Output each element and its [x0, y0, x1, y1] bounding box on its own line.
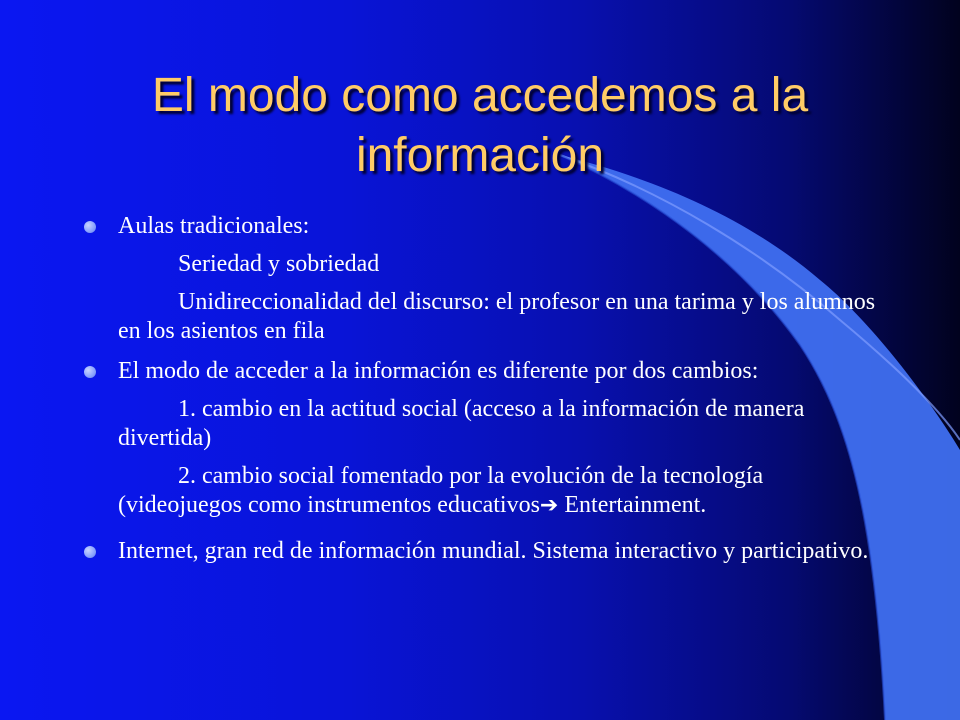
- bullet-text: El modo de acceder a la información es diferente por dos cambios:: [118, 358, 759, 384]
- sub-item-text: Unidireccionalidad del discurso: el profesor en una tarima y los alumnos en los asientos en fila: [118, 289, 876, 344]
- sub-item-unidireccionalidad: [118, 288, 888, 346]
- slide-title: [60, 66, 900, 186]
- right-arrow-icon: ➔: [539, 493, 559, 518]
- bullet-text: Aulas tradicionales:: [118, 213, 310, 239]
- title-line-2: información: [355, 129, 605, 182]
- sub-item-cambio-1: [118, 395, 888, 453]
- bullet-list: [118, 212, 888, 566]
- bullet-text: Internet, gran red de información mundial. Sistema interactivo y participativo.: [118, 538, 869, 564]
- bullet-dot-icon: [84, 221, 96, 233]
- sub-item-text: 1. cambio en la actitud social (acceso a la información de manera divertida): [118, 396, 805, 451]
- title-line-1: El modo como accedemos a la: [151, 69, 809, 122]
- bullet-item-aulas: [118, 212, 888, 241]
- sub-item-cambio-2: [118, 462, 888, 520]
- sub-item-text: Seriedad y sobriedad: [178, 251, 380, 277]
- bullet-item-internet: [118, 537, 888, 566]
- bullet-dot-icon: [84, 366, 96, 378]
- bullet-dot-icon: [84, 546, 96, 558]
- sub-item-text-cont: Entertainment.: [564, 492, 707, 518]
- sub-item-seriedad: [118, 250, 888, 279]
- sub-item-text: 2. cambio social fomentado por la evolución de la tecnología (videojuegos como instrumentos educativos: [118, 463, 764, 518]
- bullet-item-modo: [118, 357, 888, 386]
